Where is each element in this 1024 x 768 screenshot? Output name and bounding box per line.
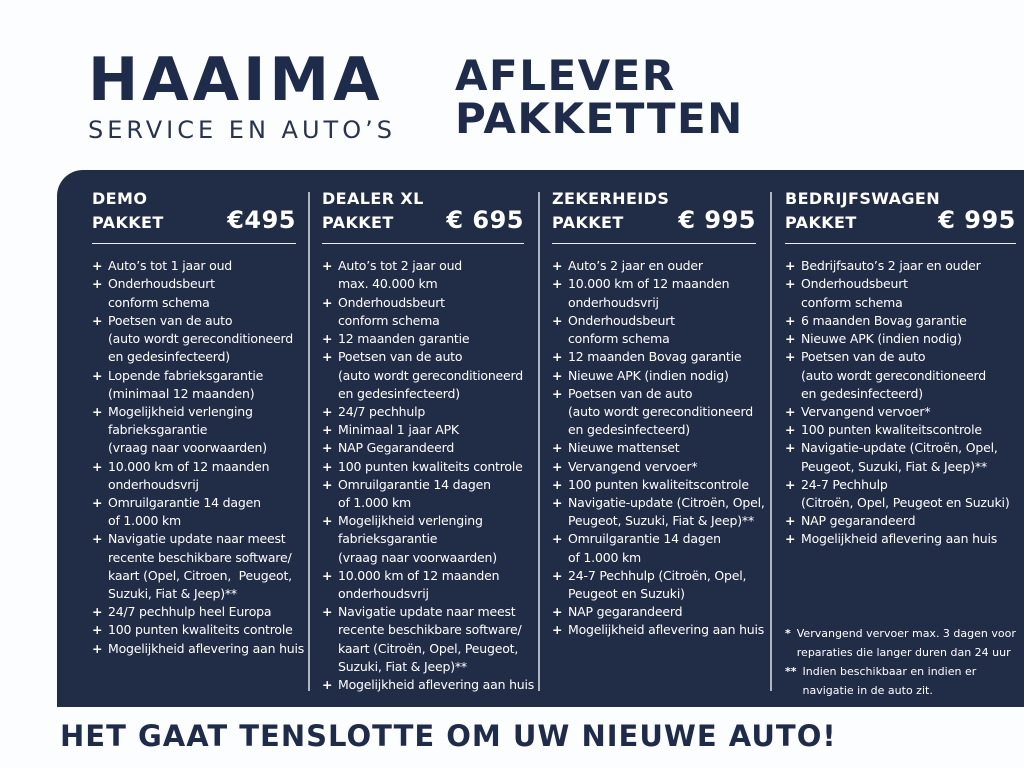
benefit-line: Omruilgarantie 14 dagen (108, 494, 261, 510)
benefit-line: Lopende fabrieksgarantie (108, 367, 264, 383)
benefit-line: Mogelijkheid verlenging (338, 513, 483, 529)
plus-marker: + (322, 676, 333, 692)
benefit-line: Onderhoudsbeurt (801, 276, 908, 292)
benefit-item (552, 603, 756, 621)
footnote (785, 624, 1016, 662)
plus-marker: + (552, 476, 563, 492)
benefit-item (552, 494, 765, 530)
benefit-item (322, 458, 524, 476)
benefit-item (785, 439, 1016, 475)
plus-marker: + (92, 367, 103, 383)
benefit-text (568, 458, 756, 476)
benefit-line: Onderhoudsbeurt (568, 312, 675, 328)
plus-marker: + (322, 513, 333, 529)
benefit-item (552, 567, 756, 603)
benefit-item (552, 621, 765, 639)
benefit-item (785, 330, 1016, 348)
plus-marker: + (92, 494, 103, 510)
benefit-line: Poetsen van de auto (108, 312, 233, 328)
benefit-line: Peugeot, Suzuki, Fiat & Jeep)** (568, 513, 755, 529)
benefit-line: en gedesinfecteerd) (568, 422, 690, 438)
benefit-line: 10.000 km of 12 maanden (338, 567, 500, 583)
plus-marker: + (552, 622, 563, 638)
benefit-item (322, 439, 524, 457)
benefit-line: NAP gegarandeerd (801, 513, 916, 529)
benefit-item (322, 294, 524, 330)
benefit-text (108, 257, 296, 275)
benefit-line: 24/7 pechhulp heel Europa (108, 604, 272, 620)
page-title-line2: PAKKETTEN (455, 94, 744, 144)
benefit-line: Suzuki, Fiat & Jeep)** (108, 585, 237, 601)
benefit-line: en gedesinfecteerd) (801, 385, 923, 401)
package-name-line2: PAKKET (92, 213, 164, 233)
benefit-text (568, 530, 756, 566)
plus-marker: + (322, 476, 333, 492)
package-name-line1: DEMO (92, 189, 148, 208)
benefit-line: Mogelijkheid verlenging (108, 403, 253, 419)
benefit-line: (vraag naar voorwaarden) (108, 440, 267, 456)
benefit-text (108, 458, 296, 494)
benefit-line: conform schema (568, 331, 670, 347)
benefit-text (801, 275, 1016, 311)
plus-marker: + (92, 312, 103, 328)
benefit-text (108, 621, 296, 639)
benefit-line: 24-7 Pechhulp (801, 476, 888, 492)
footnote-line: Indien beschikbaar en indien er (802, 664, 977, 678)
benefit-item (322, 257, 524, 293)
plus-marker: + (322, 567, 333, 583)
benefit-line: Mogelijkheid aflevering aan huis (338, 676, 535, 692)
plus-marker: + (322, 349, 333, 365)
plus-marker: + (322, 403, 333, 419)
benefit-item (552, 385, 756, 440)
footnote-marker: ** (785, 664, 797, 678)
benefit-line: fabrieksgarantie (338, 531, 438, 547)
benefit-line: Navigatie-update (Citroën, Opel, (801, 440, 998, 456)
benefit-item (552, 312, 756, 348)
package-name-line1: DEALER XL (322, 189, 424, 208)
benefit-item (785, 530, 1016, 548)
benefit-text (338, 512, 524, 567)
package-price: € 995 (678, 206, 756, 235)
benefit-line: Minimaal 1 jaar APK (338, 422, 459, 438)
package-name-line2: PAKKET (785, 213, 857, 233)
benefit-item (92, 640, 305, 658)
benefit-line: of 1.000 km (338, 494, 411, 510)
benefit-line: (Citroën, Opel, Peugeot en Suzuki) (801, 494, 1010, 510)
benefit-line: onderhoudsvrij (568, 294, 659, 310)
benefit-line: Poetsen van de auto (568, 385, 693, 401)
benefit-text (338, 330, 524, 348)
footer-slogan: HET GAAT TENSLOTTE OM UW NIEUWE AUTO! (60, 719, 837, 753)
page-title-line1: AFLEVER (455, 51, 676, 100)
package-price: € 695 (446, 206, 524, 235)
benefit-text (568, 385, 756, 440)
package-name-line2: PAKKET (322, 213, 394, 233)
packages-panel (57, 170, 1024, 707)
benefit-line: Auto’s tot 2 jaar oud (338, 258, 463, 274)
plus-marker: + (552, 258, 563, 274)
benefit-item (785, 512, 1016, 530)
plus-marker: + (322, 331, 333, 347)
package-column-1 (57, 170, 308, 707)
benefit-line: 100 punten kwaliteitscontrole (568, 476, 749, 492)
column-divider (538, 192, 540, 691)
benefit-text (568, 603, 756, 621)
benefit-line: 24/7 pechhulp (338, 403, 426, 419)
package-price: € 995 (938, 206, 1016, 235)
plus-marker: + (552, 458, 563, 474)
plus-marker: + (322, 458, 333, 474)
benefit-text (568, 312, 756, 348)
package-benefits-list (322, 257, 535, 694)
package-column-3 (538, 170, 770, 707)
plus-marker: + (785, 312, 796, 328)
plus-marker: + (322, 440, 333, 456)
benefit-text (568, 476, 756, 494)
benefit-item (92, 403, 296, 458)
benefit-line: en gedesinfecteerd) (108, 349, 230, 365)
benefit-line: (auto wordt gereconditioneerd (568, 403, 753, 419)
benefit-line: NAP gegarandeerd (568, 604, 683, 620)
benefit-line: 100 punten kwaliteitscontrole (801, 422, 982, 438)
plus-marker: + (785, 531, 796, 547)
benefit-line: (auto wordt gereconditioneerd (801, 367, 986, 383)
benefit-text (108, 530, 296, 603)
benefit-line: Vervangend vervoer* (568, 458, 698, 474)
package-name-line2: PAKKET (552, 213, 624, 233)
benefit-text (568, 494, 765, 530)
benefit-item (552, 275, 756, 311)
benefit-item (785, 312, 1016, 330)
title-underline (322, 243, 524, 245)
benefit-text (338, 403, 524, 421)
package-name-price-row (322, 206, 524, 235)
benefit-text (338, 567, 524, 603)
package-benefits-list (552, 257, 765, 639)
benefit-text (338, 257, 524, 293)
benefit-line: Peugeot en Suzuki) (568, 585, 685, 601)
benefit-line: (minimaal 12 maanden) (108, 385, 255, 401)
plus-marker: + (322, 422, 333, 438)
brand-logo (88, 45, 396, 144)
benefit-line: (vraag naar voorwaarden) (338, 549, 497, 565)
plus-marker: + (552, 367, 563, 383)
benefit-item (322, 603, 524, 676)
plus-marker: + (785, 513, 796, 529)
plus-marker: + (92, 640, 103, 656)
benefit-text (338, 439, 524, 457)
benefit-text (338, 348, 524, 403)
plus-marker: + (92, 276, 103, 292)
benefit-line: recente beschikbare software/ (338, 622, 522, 638)
benefit-line: fabrieksgarantie (108, 422, 208, 438)
benefit-item (785, 421, 1016, 439)
benefit-text (108, 312, 296, 367)
title-underline (552, 243, 756, 245)
benefit-text (338, 476, 524, 512)
benefit-item (552, 476, 756, 494)
benefit-line: Suzuki, Fiat & Jeep)** (338, 658, 467, 674)
benefit-line: 100 punten kwaliteits controle (108, 622, 293, 638)
footnote-text (803, 662, 1016, 700)
benefit-text (568, 621, 765, 639)
benefit-text (801, 348, 1016, 403)
plus-marker: + (92, 531, 103, 547)
footnotes (785, 624, 1016, 700)
benefit-text (568, 567, 756, 603)
benefit-item (322, 330, 524, 348)
plus-marker: + (552, 312, 563, 328)
package-column-4 (770, 170, 1024, 707)
package-name-line1: ZEKERHEIDS (552, 189, 670, 208)
benefit-line: 12 maanden garantie (338, 331, 470, 347)
column-divider (770, 192, 772, 691)
benefit-line: Nieuwe mattenset (568, 440, 680, 456)
benefit-text (801, 512, 1016, 530)
package-benefits-list (785, 257, 1016, 548)
benefit-line: Navigatie update naar meest (338, 604, 516, 620)
benefit-text (801, 530, 1016, 548)
benefit-text (108, 494, 296, 530)
benefit-text (801, 257, 1016, 275)
benefit-line: Poetsen van de auto (801, 349, 926, 365)
plus-marker: + (785, 258, 796, 274)
plus-marker: + (322, 604, 333, 620)
benefit-item (785, 403, 1016, 421)
benefit-item (785, 275, 1016, 311)
benefit-item (92, 458, 296, 494)
benefit-text (568, 348, 756, 366)
benefit-line: Mogelijkheid aflevering aan huis (568, 622, 765, 638)
benefit-item (785, 257, 1016, 275)
benefit-text (568, 367, 756, 385)
benefit-text (801, 330, 1016, 348)
benefit-text (801, 439, 1016, 475)
benefit-item (552, 439, 756, 457)
package-column-2 (308, 170, 538, 707)
benefit-text (568, 439, 756, 457)
benefit-line: Auto’s 2 jaar en ouder (568, 258, 703, 274)
plus-marker: + (552, 440, 563, 456)
benefit-line: conform schema (801, 294, 903, 310)
benefit-text (338, 676, 535, 694)
benefit-text (108, 275, 296, 311)
plus-marker: + (92, 604, 103, 620)
plus-marker: + (785, 276, 796, 292)
benefit-text (801, 312, 1016, 330)
benefit-line: Poetsen van de auto (338, 349, 463, 365)
benefit-line: kaart (Opel, Citroen, Peugeot, (108, 567, 292, 583)
benefit-line: Onderhoudsbeurt (338, 294, 445, 310)
benefit-item (322, 403, 524, 421)
benefit-item (92, 621, 296, 639)
package-name-price-row (785, 206, 1016, 235)
benefit-line: Mogelijkheid aflevering aan huis (108, 640, 305, 656)
benefit-text (801, 421, 1016, 439)
plus-marker: + (552, 276, 563, 292)
benefit-text (338, 421, 524, 439)
plus-marker: + (785, 476, 796, 492)
benefit-item (552, 257, 756, 275)
benefit-item (785, 476, 1016, 512)
benefit-line: recente beschikbare software/ (108, 549, 292, 565)
benefit-line: 10.000 km of 12 maanden (108, 458, 270, 474)
benefit-line: Omruilgarantie 14 dagen (338, 476, 491, 492)
benefit-line: max. 40.000 km (338, 276, 438, 292)
plus-marker: + (785, 422, 796, 438)
benefit-item (552, 458, 756, 476)
package-benefits-list (92, 257, 305, 657)
plus-marker: + (785, 403, 796, 419)
benefit-line: Navigatie update naar meest (108, 531, 286, 547)
footnote-text (797, 624, 1016, 662)
package-name-price-row (552, 206, 756, 235)
plus-marker: + (92, 622, 103, 638)
benefit-text (338, 458, 524, 476)
plus-marker: + (552, 531, 563, 547)
plus-marker: + (552, 349, 563, 365)
benefit-line: Onderhoudsbeurt (108, 276, 215, 292)
benefit-item (322, 676, 535, 694)
benefit-line: 100 punten kwaliteits controle (338, 458, 523, 474)
benefit-item (92, 312, 296, 367)
benefit-text (108, 603, 296, 621)
benefit-item (322, 567, 524, 603)
benefit-item (92, 257, 296, 275)
footnote-line: reparaties die langer duren dan 24 uur (796, 645, 1011, 659)
benefit-line: 6 maanden Bovag garantie (801, 312, 967, 328)
benefit-line: Nieuwe APK (indien nodig) (568, 367, 729, 383)
plus-marker: + (322, 258, 333, 274)
benefit-text (801, 476, 1016, 512)
benefit-line: kaart (Citroën, Opel, Peugeot, (338, 640, 519, 656)
benefit-item (322, 348, 524, 403)
plus-marker: + (785, 331, 796, 347)
benefit-line: Auto’s tot 1 jaar oud (108, 258, 233, 274)
benefit-line: Mogelijkheid aflevering aan huis (801, 531, 998, 547)
benefit-line: conform schema (338, 312, 440, 328)
plus-marker: + (552, 604, 563, 620)
benefit-line: 10.000 km of 12 maanden (568, 276, 730, 292)
benefit-line: conform schema (108, 294, 210, 310)
benefit-text (801, 403, 1016, 421)
benefit-line: (auto wordt gereconditioneerd (338, 367, 523, 383)
benefit-line: of 1.000 km (108, 513, 181, 529)
plus-marker: + (552, 385, 563, 401)
benefit-line: (auto wordt gereconditioneerd (108, 331, 293, 347)
benefit-line: onderhoudsvrij (108, 476, 199, 492)
plus-marker: + (322, 294, 333, 310)
benefit-line: Vervangend vervoer* (801, 403, 931, 419)
page-title (455, 51, 744, 144)
title-underline (785, 243, 1016, 245)
benefit-item (322, 476, 524, 512)
benefit-text (108, 640, 305, 658)
benefit-item (92, 530, 296, 603)
benefit-text (108, 367, 296, 403)
footnote-marker: * (785, 626, 791, 640)
column-divider (308, 192, 310, 691)
benefit-line: Peugeot, Suzuki, Fiat & Jeep)** (801, 458, 988, 474)
plus-marker: + (785, 349, 796, 365)
plus-marker: + (552, 567, 563, 583)
benefit-line: onderhoudsvrij (338, 585, 429, 601)
plus-marker: + (92, 258, 103, 274)
benefit-line: 24-7 Pechhulp (Citroën, Opel, (568, 567, 747, 583)
title-underline (92, 243, 296, 245)
footnote-line: navigatie in de auto zit. (802, 683, 933, 697)
benefit-text (568, 257, 756, 275)
brand-tagline: SERVICE EN AUTO’S (88, 116, 396, 144)
benefit-text (338, 294, 524, 330)
benefit-text (338, 603, 524, 676)
benefit-line: NAP Gegarandeerd (338, 440, 455, 456)
plus-marker: + (92, 403, 103, 419)
benefit-item (552, 367, 756, 385)
package-name-price-row (92, 206, 296, 235)
benefit-text (568, 275, 756, 311)
benefit-line: Navigatie-update (Citroën, Opel, (568, 494, 765, 510)
benefit-item (92, 603, 296, 621)
benefit-item (785, 348, 1016, 403)
benefit-line: Nieuwe APK (indien nodig) (801, 331, 962, 347)
package-name-line1: BEDRIJFSWAGEN (785, 189, 941, 208)
benefit-item (92, 275, 296, 311)
brand-name: HAAIMA (88, 45, 384, 115)
footnote (785, 662, 1016, 700)
benefit-item (322, 421, 524, 439)
benefit-line: Bedrijfsauto’s 2 jaar en ouder (801, 258, 981, 274)
plus-marker: + (552, 494, 563, 510)
plus-marker: + (92, 458, 103, 474)
benefit-line: Omruilgarantie 14 dagen (568, 531, 721, 547)
benefit-item (552, 530, 756, 566)
package-price: €495 (227, 206, 296, 235)
plus-marker: + (785, 440, 796, 456)
benefit-line: en gedesinfecteerd) (338, 385, 460, 401)
benefit-item (92, 494, 296, 530)
benefit-text (108, 403, 296, 458)
benefit-item (322, 512, 524, 567)
benefit-item (552, 348, 756, 366)
benefit-item (92, 367, 296, 403)
footnote-line: Vervangend vervoer max. 3 dagen voor (796, 626, 1016, 640)
benefit-line: 12 maanden Bovag garantie (568, 349, 742, 365)
benefit-line: of 1.000 km (568, 549, 641, 565)
